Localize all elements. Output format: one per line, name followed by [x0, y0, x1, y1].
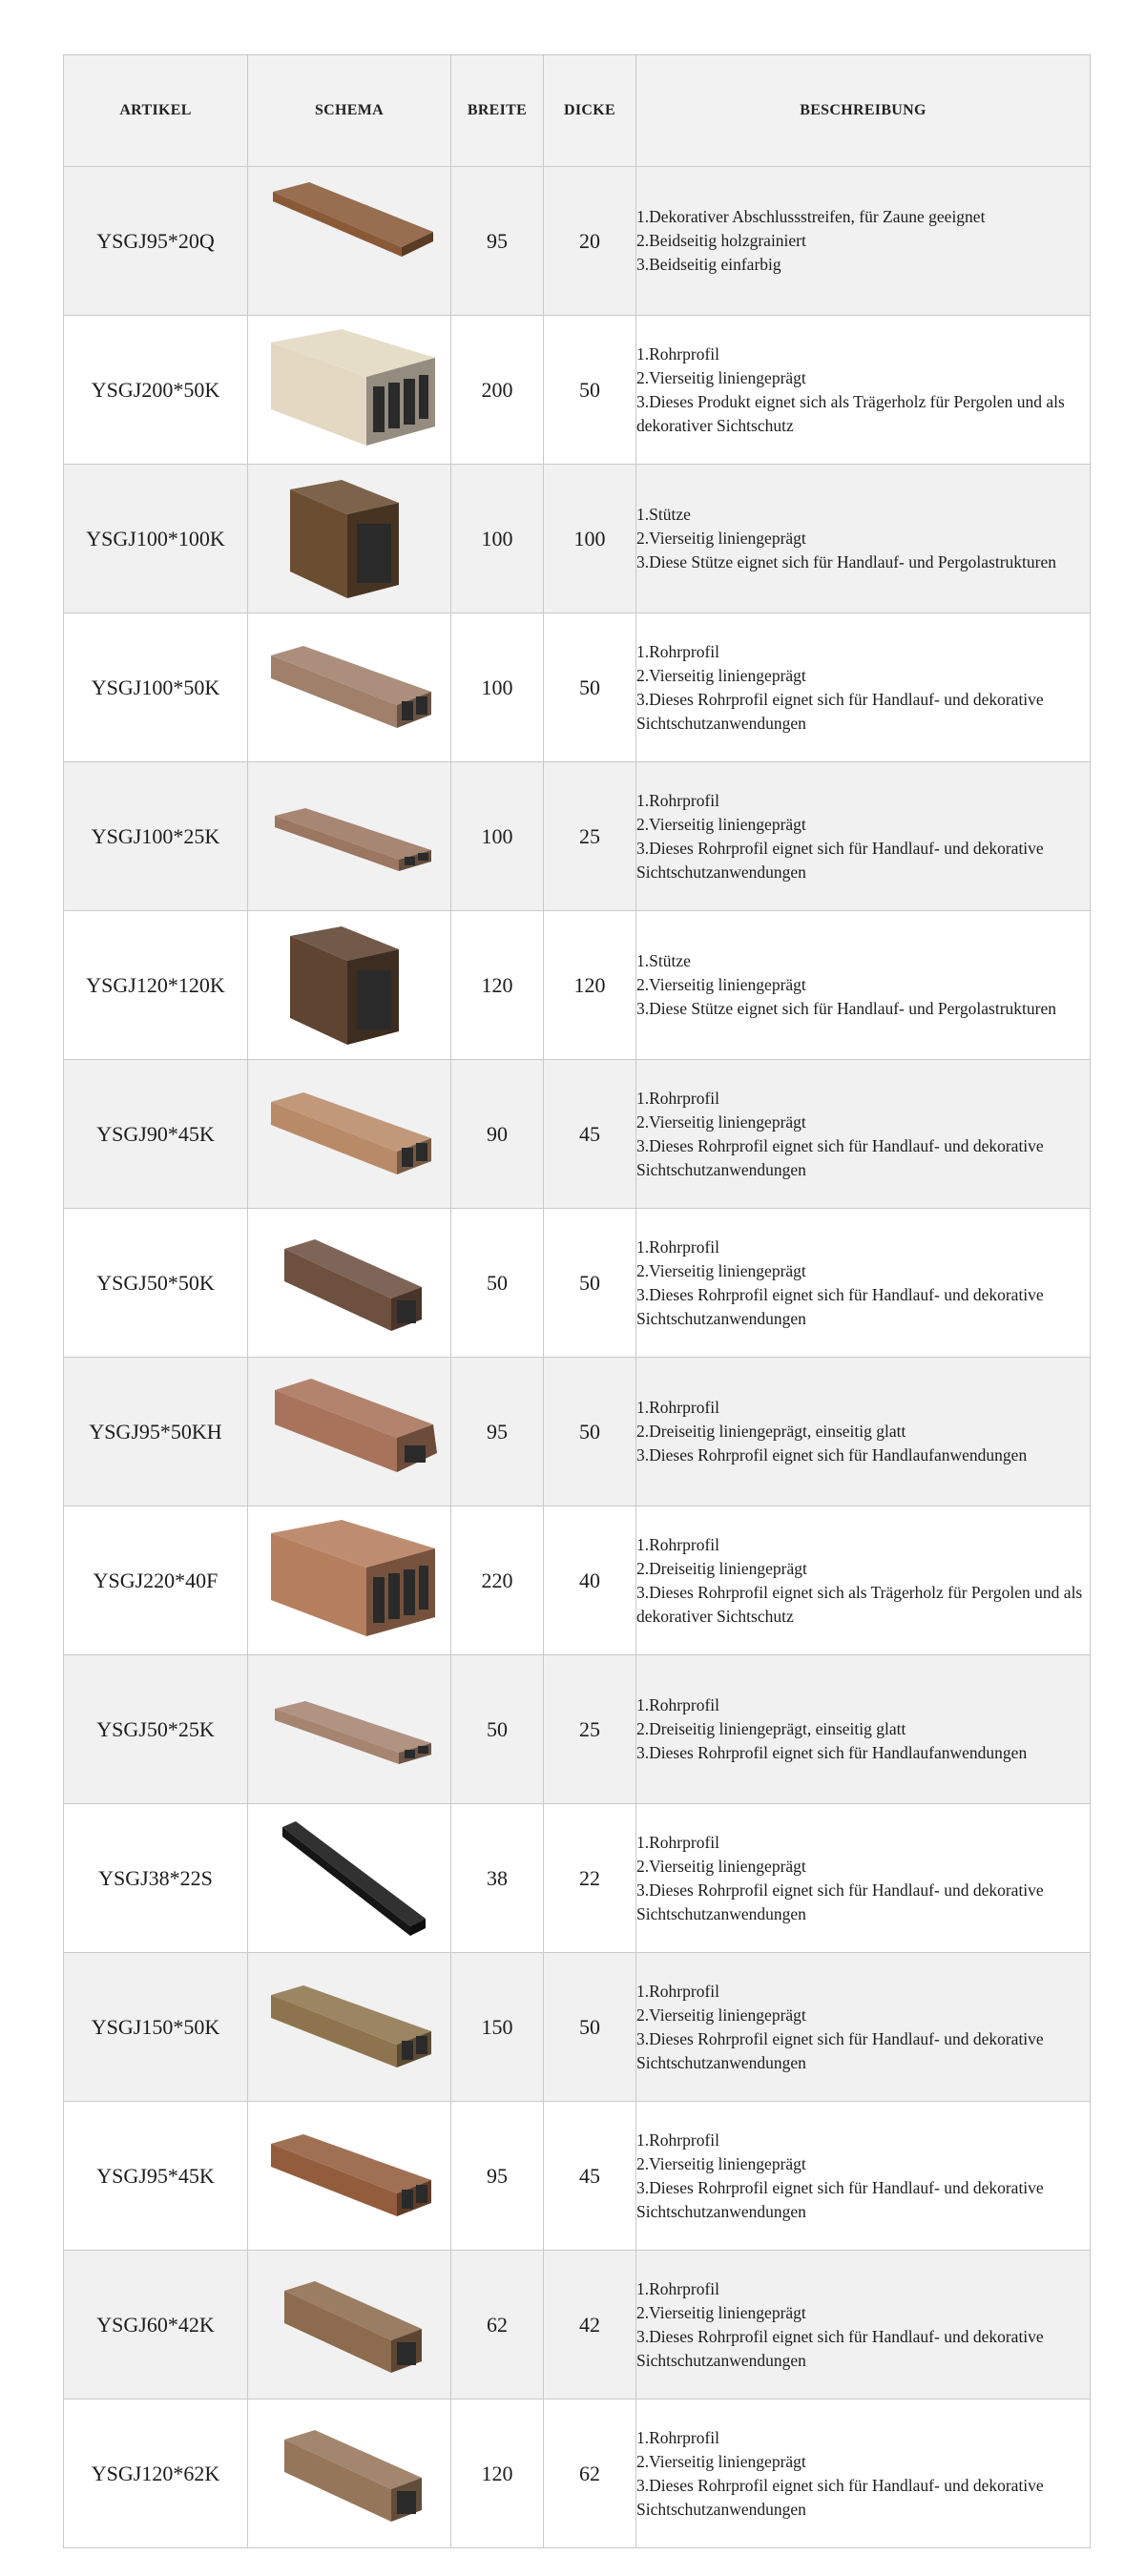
- profile-hollow: [397, 2491, 416, 2514]
- artikel-cell: YSGJ100*25K: [64, 762, 248, 911]
- breite-cell: 90: [451, 1060, 544, 1209]
- product-image-cell: [248, 2399, 451, 2548]
- description-line: 3.Dieses Rohrprofil eignet sich für Handlauf- und dekorative Sichtschutzanwendungen: [636, 1880, 1044, 1923]
- profile-hollow: [419, 1566, 428, 1610]
- description-line: 2.Vierseitig liniengeprägt: [636, 1260, 806, 1280]
- artikel-cell: YSGJ60*42K: [64, 2251, 248, 2399]
- product-image-cell: [248, 316, 451, 465]
- description-line: 2.Dreiseitig liniengeprägt, einseitig glatt: [636, 1719, 906, 1738]
- description-line: 3.Dieses Produkt eignet sich als Trägerholz für Pergolen und als dekorativer Sichtschutz: [636, 391, 1065, 435]
- product-table-container: [63, 54, 1090, 2548]
- description-line: 2.Dreiseitig liniengeprägt, einseitig glatt: [636, 1422, 906, 1441]
- table-row: [64, 1358, 1091, 1506]
- description-line: 1.Rohrprofil: [636, 1236, 720, 1257]
- table-row: [64, 316, 1091, 465]
- table-row: [64, 1209, 1091, 1358]
- breite-cell: 38: [451, 1804, 544, 1953]
- dicke-cell: 40: [544, 1506, 636, 1655]
- table-body: [64, 167, 1091, 2548]
- product-image-cell: [248, 2102, 451, 2251]
- header-artikel: ARTIKEL: [64, 55, 248, 167]
- profile-hollow: [397, 1300, 416, 1323]
- artikel-cell: YSGJ38*22S: [64, 1804, 248, 1953]
- breite-cell: 200: [451, 316, 544, 465]
- product-image-cell: [248, 1209, 451, 1358]
- profile-hollow: [373, 1577, 385, 1623]
- product-profile-image: [254, 2258, 445, 2392]
- profile-hollow: [404, 379, 415, 425]
- beschreibung-cell: [636, 167, 1091, 316]
- product-image-cell: [248, 911, 451, 1060]
- breite-cell: 100: [451, 762, 544, 911]
- profile-hollow: [397, 2342, 416, 2365]
- description-line: 2.Vierseitig liniengeprägt: [636, 529, 806, 548]
- breite-cell: 95: [451, 1358, 544, 1506]
- artikel-cell: YSGJ100*100K: [64, 465, 248, 613]
- description-line: 1.Rohrprofil: [636, 790, 720, 810]
- profile-hollow: [402, 2190, 413, 2209]
- table-row: [64, 762, 1091, 911]
- description-line: 3.Dieses Rohrprofil eignet sich als Trägerholz für Pergolen und als dekorativer Sichtschutz: [636, 1582, 1083, 1626]
- table-row: [64, 465, 1091, 613]
- product-profile-image: [254, 323, 445, 457]
- header-breite: BREITE: [451, 55, 544, 167]
- breite-cell: 120: [451, 911, 544, 1060]
- beschreibung-cell: [636, 1506, 1091, 1655]
- dicke-cell: 22: [544, 1804, 636, 1953]
- beschreibung-cell: [636, 465, 1091, 613]
- dicke-cell: 50: [544, 613, 636, 762]
- beschreibung-cell: [636, 762, 1091, 911]
- artikel-cell: YSGJ150*50K: [64, 1953, 248, 2102]
- description-line: 2.Vierseitig liniengeprägt: [636, 814, 806, 834]
- description-line: 3.Dieses Rohrprofil eignet sich für Handlauf- und dekorative Sichtschutzanwendungen: [636, 2475, 1044, 2519]
- breite-cell: 62: [451, 2251, 544, 2399]
- table-row: [64, 2399, 1091, 2548]
- description-line: 1.Rohrprofil: [636, 2129, 720, 2150]
- description-line: 1.Rohrprofil: [636, 2278, 720, 2298]
- artikel-cell: YSGJ90*45K: [64, 1060, 248, 1209]
- product-profile-image: [254, 1961, 445, 2094]
- description-line: 3.Dieses Rohrprofil eignet sich für Handlaufanwendungen: [636, 1445, 1028, 1465]
- artikel-cell: YSGJ120*62K: [64, 2399, 248, 2548]
- profile-top: [282, 1821, 426, 1926]
- product-spec-table: [63, 54, 1091, 2548]
- description-line: 1.Rohrprofil: [636, 2427, 720, 2447]
- dicke-cell: 25: [544, 1655, 636, 1804]
- product-profile-image: [254, 1514, 445, 1648]
- dicke-cell: 50: [544, 316, 636, 465]
- dicke-cell: 50: [544, 1358, 636, 1506]
- dicke-cell: 20: [544, 167, 636, 316]
- product-image-cell: [248, 1060, 451, 1209]
- product-profile-image: [254, 175, 445, 308]
- description-line: 3.Dieses Rohrprofil eignet sich für Handlaufanwendungen: [636, 1743, 1028, 1762]
- table-header-row: [64, 55, 1091, 167]
- description-line: 1.Rohrprofil: [636, 1088, 720, 1108]
- header-schema: SCHEMA: [248, 55, 451, 167]
- profile-top: [273, 182, 433, 247]
- breite-cell: 100: [451, 465, 544, 613]
- description-line: 2.Vierseitig liniengeprägt: [636, 367, 806, 387]
- artikel-cell: YSGJ100*50K: [64, 613, 248, 762]
- dicke-cell: 62: [544, 2399, 636, 2548]
- dicke-cell: 50: [544, 1953, 636, 2102]
- profile-hollow: [416, 1143, 427, 1161]
- product-profile-image: [254, 1068, 445, 1201]
- header-beschreibung: BESCHREIBUNG: [636, 55, 1091, 167]
- product-profile-image: [254, 919, 445, 1052]
- beschreibung-cell: [636, 1209, 1091, 1358]
- description-line: 3.Dieses Rohrprofil eignet sich für Handlauf- und dekorative Sichtschutzanwendungen: [636, 2028, 1044, 2072]
- description-line: 3.Diese Stütze eignet sich für Handlauf- und Pergolastrukturen: [636, 552, 1056, 571]
- artikel-cell: YSGJ50*25K: [64, 1655, 248, 1804]
- product-image-cell: [248, 762, 451, 911]
- breite-cell: 120: [451, 2399, 544, 2548]
- description-line: 2.Vierseitig liniengeprägt: [636, 665, 806, 685]
- profile-hollow: [388, 383, 400, 428]
- product-profile-image: [254, 1216, 445, 1350]
- breite-cell: 50: [451, 1655, 544, 1804]
- product-profile-image: [254, 770, 445, 904]
- table-row: [64, 2102, 1091, 2251]
- profile-hollow: [418, 853, 428, 861]
- profile-hollow: [373, 386, 385, 432]
- profile-hollow: [405, 1750, 415, 1758]
- product-image-cell: [248, 1358, 451, 1506]
- description-line: 1.Rohrprofil: [636, 1832, 720, 1852]
- dicke-cell: 50: [544, 1209, 636, 1358]
- description-line: 3.Beidseitig einfarbig: [636, 255, 781, 274]
- description-line: 1.Rohrprofil: [636, 641, 720, 661]
- artikel-cell: YSGJ200*50K: [64, 316, 248, 465]
- header-dicke: DICKE: [544, 55, 636, 167]
- dicke-cell: 42: [544, 2251, 636, 2399]
- table-row: [64, 2251, 1091, 2399]
- dicke-cell: 45: [544, 1060, 636, 1209]
- profile-hollow: [416, 2185, 427, 2203]
- description-line: 3.Dieses Rohrprofil eignet sich für Handlauf- und dekorative Sichtschutzanwendungen: [636, 1135, 1044, 1179]
- beschreibung-cell: [636, 911, 1091, 1060]
- product-profile-image: [254, 2407, 445, 2541]
- description-line: 3.Dieses Rohrprofil eignet sich für Handlauf- und dekorative Sichtschutzanwendungen: [636, 689, 1044, 733]
- profile-hollow: [357, 970, 391, 1029]
- beschreibung-cell: [636, 613, 1091, 762]
- description-line: 2.Vierseitig liniengeprägt: [636, 2005, 806, 2025]
- description-line: 1.Rohrprofil: [636, 1695, 720, 1714]
- description-line: 3.Dieses Rohrprofil eignet sich für Handlauf- und dekorative Sichtschutzanwendungen: [636, 2326, 1044, 2370]
- profile-hollow: [405, 1445, 426, 1463]
- artikel-cell: YSGJ120*120K: [64, 911, 248, 1060]
- profile-hollow: [402, 2041, 413, 2060]
- beschreibung-cell: [636, 2399, 1091, 2548]
- description-line: 2.Beidseitig holzgrainiert: [636, 231, 806, 250]
- beschreibung-cell: [636, 2102, 1091, 2251]
- description-line: 1.Dekorativer Abschlussstreifen, für Zaune geeignet: [636, 207, 986, 226]
- dicke-cell: 120: [544, 911, 636, 1060]
- description-line: 1.Rohrprofil: [636, 343, 720, 364]
- description-line: 3.Dieses Rohrprofil eignet sich für Handlauf- und dekorative Sichtschutzanwendungen: [636, 1284, 1044, 1328]
- beschreibung-cell: [636, 1655, 1091, 1804]
- description-line: 2.Vierseitig liniengeprägt: [636, 1856, 806, 1876]
- table-row: [64, 1804, 1091, 1953]
- breite-cell: 95: [451, 2102, 544, 2251]
- beschreibung-cell: [636, 2251, 1091, 2399]
- description-line: 2.Vierseitig liniengeprägt: [636, 2302, 806, 2322]
- product-image-cell: [248, 167, 451, 316]
- beschreibung-cell: [636, 316, 1091, 465]
- description-line: 3.Dieses Rohrprofil eignet sich für Handlauf- und dekorative Sichtschutzanwendungen: [636, 838, 1044, 882]
- description-line: 3.Dieses Rohrprofil eignet sich für Handlauf- und dekorative Sichtschutzanwendungen: [636, 2177, 1044, 2221]
- profile-hollow: [416, 696, 427, 715]
- description-line: 2.Vierseitig liniengeprägt: [636, 1111, 806, 1132]
- product-image-cell: [248, 1506, 451, 1655]
- product-image-cell: [248, 2251, 451, 2399]
- beschreibung-cell: [636, 1804, 1091, 1953]
- product-image-cell: [248, 1953, 451, 2102]
- table-row: [64, 613, 1091, 762]
- beschreibung-cell: [636, 1953, 1091, 2102]
- artikel-cell: YSGJ95*50KH: [64, 1358, 248, 1506]
- breite-cell: 150: [451, 1953, 544, 2102]
- profile-side: [282, 1827, 410, 1936]
- description-line: 1.Rohrprofil: [636, 1398, 720, 1417]
- profile-hollow: [388, 1573, 400, 1619]
- description-line: 1.Stütze: [636, 505, 691, 524]
- profile-hollow: [357, 524, 391, 583]
- dicke-cell: 25: [544, 762, 636, 911]
- product-profile-image: [254, 621, 445, 755]
- profile-hollow: [416, 2036, 427, 2054]
- product-profile-image: [254, 1663, 445, 1797]
- product-profile-image: [254, 1365, 445, 1499]
- breite-cell: 95: [451, 167, 544, 316]
- product-image-cell: [248, 1655, 451, 1804]
- description-line: 2.Vierseitig liniengeprägt: [636, 2153, 806, 2173]
- profile-hollow: [405, 857, 415, 865]
- profile-hollow: [419, 375, 428, 419]
- dicke-cell: 100: [544, 465, 636, 613]
- product-profile-image: [254, 472, 445, 606]
- table-row: [64, 911, 1091, 1060]
- product-image-cell: [248, 465, 451, 613]
- product-image-cell: [248, 1804, 451, 1953]
- table-row: [64, 1506, 1091, 1655]
- profile-hollow: [402, 701, 413, 720]
- artikel-cell: YSGJ220*40F: [64, 1506, 248, 1655]
- profile-hollow: [402, 1148, 413, 1167]
- description-line: 2.Vierseitig liniengeprägt: [636, 2451, 806, 2471]
- description-line: 1.Rohrprofil: [636, 1981, 720, 2001]
- description-line: 2.Vierseitig liniengeprägt: [636, 975, 806, 994]
- table-row: [64, 1655, 1091, 1804]
- description-line: 1.Stütze: [636, 951, 691, 970]
- product-image-cell: [248, 613, 451, 762]
- artikel-cell: YSGJ95*45K: [64, 2102, 248, 2251]
- beschreibung-cell: [636, 1060, 1091, 1209]
- description-line: 1.Rohrprofil: [636, 1534, 720, 1554]
- profile-hollow: [404, 1569, 415, 1615]
- breite-cell: 220: [451, 1506, 544, 1655]
- description-line: 2.Dreiseitig liniengeprägt: [636, 1558, 807, 1578]
- artikel-cell: YSGJ50*50K: [64, 1209, 248, 1358]
- product-profile-image: [254, 1812, 445, 1945]
- profile-hollow: [418, 1746, 428, 1754]
- table-row: [64, 1060, 1091, 1209]
- table-row: [64, 167, 1091, 316]
- beschreibung-cell: [636, 1358, 1091, 1506]
- breite-cell: 100: [451, 613, 544, 762]
- description-line: 3.Diese Stütze eignet sich für Handlauf- und Pergolastrukturen: [636, 999, 1056, 1018]
- dicke-cell: 45: [544, 2102, 636, 2251]
- artikel-cell: YSGJ95*20Q: [64, 167, 248, 316]
- product-profile-image: [254, 2109, 445, 2243]
- table-row: [64, 1953, 1091, 2102]
- breite-cell: 50: [451, 1209, 544, 1358]
